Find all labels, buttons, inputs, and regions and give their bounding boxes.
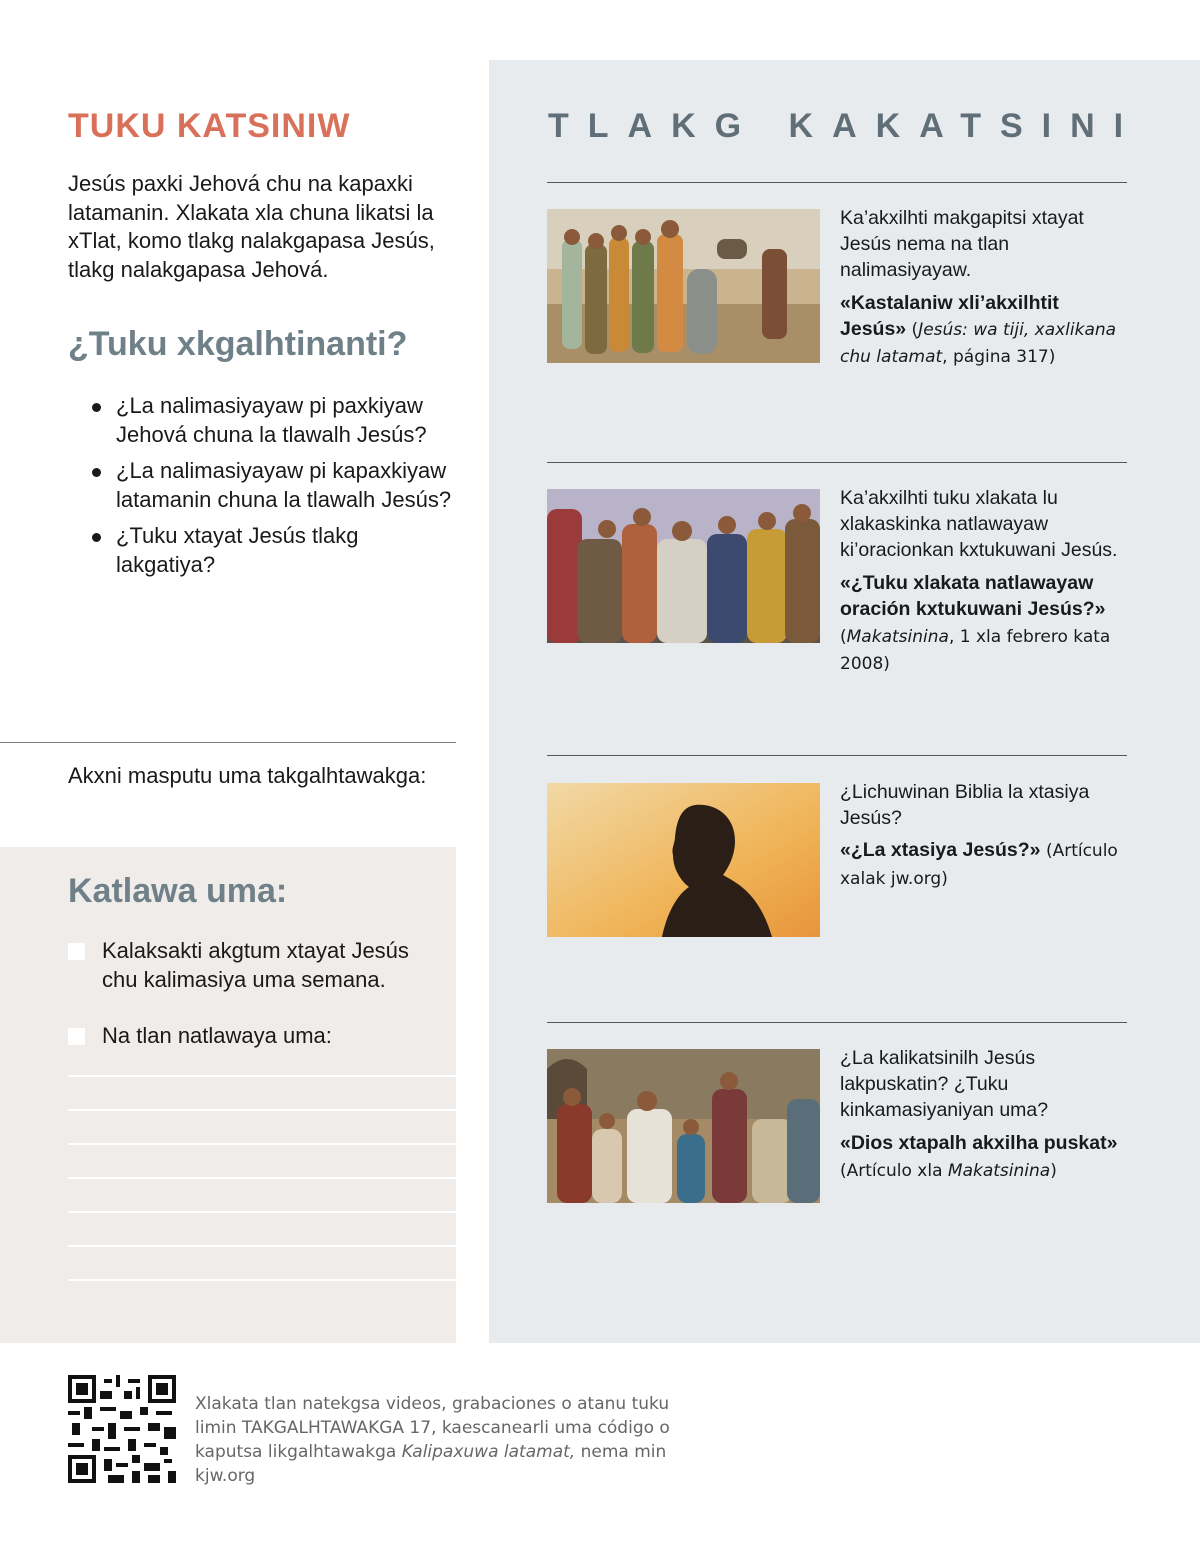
resource-title-link[interactable]: «Dios xtapalh akxilha puskat» — [840, 1131, 1118, 1154]
resource-entry: Ka’akxilhti tuku xlakata lu xlakaskinka natlawayaw ki’oracionkan kxtukuwani Jesús. «¿Tuku xlakata natlawayaw oración kxtukuwani Jesús?» (Makatsinina, 1 xla febrero kata 2008) — [840, 485, 1130, 677]
resource-entry: ¿Lichuwinan Biblia la xtasiya Jesús? «¿La xtasiya Jesús?» (Artículo xalak jw.org) — [840, 779, 1130, 892]
try-this-heading: Katlawa uma: — [68, 872, 288, 910]
question-text: ¿Tuku xtayat Jesús tlakg lakgatiya? — [116, 523, 359, 577]
summary-heading: TUKU KATSINIW — [68, 107, 351, 145]
footer-text: Xlakata tlan natekgsa videos, grabaciones o atanu tuku limin TAKGALHTAWAKGA 17, kaescanearli uma código o kaputsa likgalhtawakga Kalipaxuwa latamat, nema min kjw.org — [195, 1394, 670, 1486]
divider — [547, 462, 1127, 463]
bullet-icon — [92, 403, 101, 412]
writing-line[interactable] — [68, 1143, 456, 1145]
question-item — [90, 392, 460, 449]
question-text: ¿La nalimasiyayaw pi kapaxkiyaw latamanin chuna la tlawalh Jesús? — [116, 458, 452, 512]
writing-line[interactable] — [68, 1075, 456, 1077]
writing-line[interactable] — [68, 1211, 456, 1213]
try-this-item[interactable] — [68, 1022, 438, 1051]
resource-description: ¿Lichuwinan Biblia la xtasiya Jesús? — [840, 781, 1090, 830]
jesus-teaching-apostles-image[interactable] — [547, 489, 820, 643]
explore-heading: TLAKG KAKATSINI — [548, 107, 1143, 145]
divider — [547, 755, 1127, 756]
checkbox[interactable] — [68, 1028, 85, 1045]
divider — [547, 1022, 1127, 1023]
resource-description: Ka’akxilhti makgapitsi xtayat Jesús nema na tlan nalimasiyayaw. — [840, 207, 1084, 282]
writing-line[interactable] — [68, 1109, 456, 1111]
qr-code-icon[interactable] — [68, 1375, 176, 1483]
resource-description: ¿La kalikatsinilh Jesús lakpuskatin? ¿Tuku kinkamasiyaniyan uma? — [840, 1047, 1049, 1122]
question-text: ¿La nalimasiyayaw pi paxkiyaw Jehová chuna la tlawalh Jesús? — [116, 393, 427, 447]
question-item — [90, 457, 460, 514]
resource-description: Ka’akxilhti tuku xlakata lu xlakaskinka natlawayaw ki’oracionkan kxtukuwani Jesús. — [840, 487, 1118, 562]
writing-line[interactable] — [68, 1177, 456, 1179]
questions-list — [90, 392, 460, 587]
resource-entry: Ka’akxilhti makgapitsi xtayat Jesús nema na tlan nalimasiyayaw. «Kastalaniw xli’akxilhtit Jesús» (Jesús: wa tiji, xaxlikana chu latamat, página 317) — [840, 205, 1130, 370]
bullet-icon — [92, 533, 101, 542]
jesus-silhouette-image[interactable] — [547, 783, 820, 937]
divider — [547, 182, 1127, 183]
bullet-icon — [92, 468, 101, 477]
try-this-item[interactable] — [68, 937, 438, 994]
questions-heading: ¿Tuku xkgalhtinanti? — [68, 325, 408, 363]
try-this-text: Na tlan natlawaya uma: — [102, 1023, 332, 1048]
try-this-text: Kalaksakti akgtum xtayat Jesús chu kalimasiya uma semana. — [102, 938, 409, 992]
resource-entry: ¿La kalikatsinilh Jesús lakpuskatin? ¿Tuku kinkamasiyaniyan uma? «Dios xtapalh akxilha puskat» (Artículo xla Makatsinina) — [840, 1045, 1130, 1184]
summary-text: Jesús paxki Jehová chu na kapaxki latamanin. Xlakata xla chuna likatsi la xTlat, komo tlakg nalakgapasa Jesús, tlakg nalakgapasa Jehová. — [68, 171, 435, 282]
checkbox[interactable] — [68, 943, 85, 960]
divider — [0, 742, 456, 743]
completed-date-label: Akxni masputu uma takgalhtawakga: — [68, 763, 427, 788]
writing-line[interactable] — [68, 1279, 456, 1281]
jesus-with-disciples-image[interactable] — [547, 209, 820, 363]
jesus-with-children-image[interactable] — [547, 1049, 820, 1203]
question-item — [90, 522, 460, 579]
resource-title-link[interactable]: «¿La xtasiya Jesús?» — [840, 839, 1041, 862]
writing-line[interactable] — [68, 1245, 456, 1247]
resource-title-link[interactable]: «¿Tuku xlakata natlawayaw oración kxtukuwani Jesús?» — [840, 571, 1106, 620]
resource-title-link[interactable]: «Kastalaniw xli’akxilhtit Jesús» — [840, 291, 1059, 340]
try-this-panel — [0, 847, 456, 1343]
